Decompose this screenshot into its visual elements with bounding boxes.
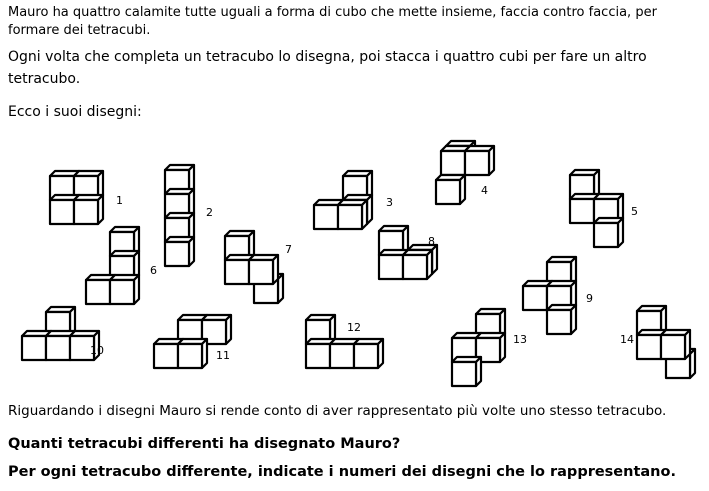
cube-front-face: [547, 310, 571, 334]
cube-front-face: [46, 336, 70, 360]
cube-front-face: [403, 255, 427, 279]
figure-13-label: 13: [513, 333, 527, 346]
cube-front-face: [330, 344, 354, 368]
tetracube-figure-7: [225, 231, 283, 303]
cube-front-face: [22, 336, 46, 360]
cube-front-face: [441, 151, 465, 175]
tetracube-figure-9: [523, 257, 576, 334]
tetracube-figure-3: [314, 171, 372, 229]
observation-text: Riguardando i disegni Mauro si rende conto di aver rappresentato più volte uno stesso tetracubo.: [8, 403, 667, 419]
figure-10-label: 10: [90, 344, 104, 357]
figure-14-label: 14: [620, 333, 634, 346]
figure-1-label: 1: [116, 194, 123, 207]
cube: [249, 255, 278, 284]
figure-7-label: 7: [285, 243, 292, 256]
instruction-text: Ogni volta che completa un tetracubo lo disegna, poi stacca i quattro cubi per fare un altro tetracubo.: [8, 49, 647, 87]
figure-5-label: 5: [631, 205, 638, 218]
cube-front-face: [314, 205, 338, 229]
cube: [178, 339, 207, 368]
cube-front-face: [110, 280, 134, 304]
cube-front-face: [465, 151, 489, 175]
cube-front-face: [379, 255, 403, 279]
tetracube-figure-2: [165, 165, 194, 266]
cube: [465, 146, 494, 175]
cube-front-face: [306, 344, 330, 368]
cube-front-face: [154, 344, 178, 368]
cube: [354, 339, 383, 368]
cube-front-face: [354, 344, 378, 368]
tetracube-figure-12: [306, 315, 383, 368]
cube-front-face: [178, 344, 202, 368]
cube: [436, 175, 465, 204]
cube-front-face: [249, 260, 273, 284]
cube-front-face: [661, 335, 685, 359]
cube: [547, 305, 576, 334]
cube-front-face: [570, 199, 594, 223]
tetracube-figure-6: [86, 227, 139, 304]
intro-text: Mauro ha quattro calamite tutte uguali a forma di cubo che mette insieme, faccia contro faccia, per formare dei tetracubi.: [8, 5, 657, 38]
tetracube-figure-1: [50, 171, 103, 224]
cube: [661, 330, 690, 359]
figure-9-label: 9: [586, 292, 593, 305]
figure-6-label: 6: [150, 264, 157, 277]
cube-front-face: [165, 242, 189, 266]
figure-8-label: 8: [428, 235, 435, 248]
tetracube-figure-14: [637, 306, 695, 378]
tetracube-figure-10: [22, 307, 99, 360]
cube-front-face: [74, 200, 98, 224]
cube-front-face: [637, 335, 661, 359]
cube: [74, 195, 103, 224]
cube-front-face: [86, 280, 110, 304]
question-1: Quanti tetracubi differenti ha disegnato Mauro?: [8, 436, 401, 452]
cube-front-face: [225, 260, 249, 284]
tetracube-figure-13: [452, 309, 505, 386]
figure-12-label: 12: [347, 321, 361, 334]
figure-2-label: 2: [206, 206, 213, 219]
question-2: Per ogni tetracubo differente, indicate i numeri dei disegni che lo rappresentano.: [8, 464, 676, 480]
cube: [110, 275, 139, 304]
figure-11-label: 11: [216, 349, 230, 362]
cube: [403, 250, 432, 279]
cube-front-face: [594, 223, 618, 247]
cube-front-face: [523, 286, 547, 310]
cube-front-face: [338, 205, 362, 229]
cube-front-face: [436, 180, 460, 204]
tetracube-figure-8: [379, 226, 437, 279]
drawings-heading: Ecco i suoi disegni:: [8, 104, 142, 120]
figure-4-label: 4: [481, 184, 488, 197]
cube: [338, 200, 367, 229]
figure-3-label: 3: [386, 196, 393, 209]
cube: [165, 237, 194, 266]
cube-front-face: [50, 200, 74, 224]
tetracube-figure-5: [570, 170, 623, 247]
cube: [452, 357, 481, 386]
cube: [594, 218, 623, 247]
cube-front-face: [452, 362, 476, 386]
